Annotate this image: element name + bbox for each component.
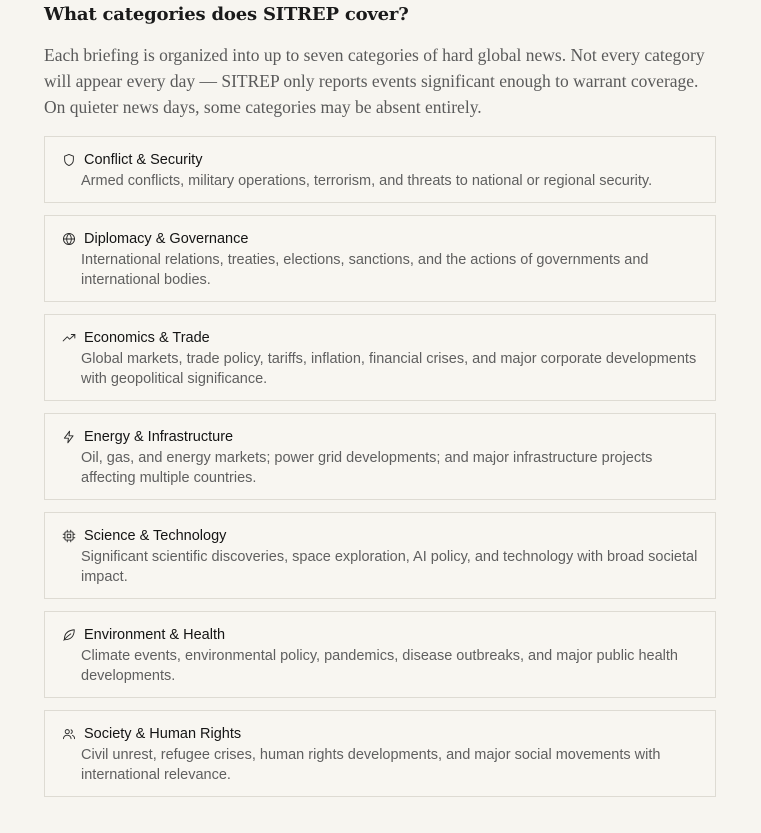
users-icon [62,727,76,741]
category-title: Energy & Infrastructure [84,429,234,445]
lightning-icon [62,430,76,444]
category-card-conflict-security [44,136,716,203]
leaf-icon [62,628,76,642]
category-title: Economics & Trade [84,330,210,346]
category-title: Conflict & Security [84,152,203,168]
trending-up-icon [62,331,76,345]
category-card-header [61,624,699,646]
category-card-society-human-rights [44,710,716,797]
category-title: Diplomacy & Governance [84,231,249,247]
category-card-energy-infrastructure [44,413,716,500]
section-title: What categories does SITREP cover? [44,4,409,25]
category-card-diplomacy-governance [44,215,716,302]
category-card-header [61,327,699,349]
chip-icon [62,529,76,543]
category-card-header [61,149,699,171]
category-card-header [61,228,699,250]
category-card-science-technology [44,512,716,599]
category-description: Civil unrest, refugee crises, human rights developments, and major social movements with international relevance. [81,747,661,783]
category-title: Science & Technology [84,528,227,544]
category-list [44,136,716,797]
category-description: Global markets, trade policy, tariffs, inflation, financial crises, and major corporate developments with geopolitical significance. [81,351,697,387]
category-card-header [61,723,699,745]
category-description: International relations, treaties, elections, sanctions, and the actions of governments and international bodies. [81,252,649,288]
category-description: Significant scientific discoveries, space exploration, AI policy, and technology with broad societal impact. [81,549,698,585]
category-card-header [61,426,699,448]
category-description: Armed conflicts, military operations, terrorism, and threats to national or regional security. [81,173,653,189]
globe-icon [62,232,76,246]
section-intro: Each briefing is organized into up to seven categories of hard global news. Not every category will appear every day — SITREP only reports events significant enough to warrant coverage. On quieter news days, some categories may be absent entirely. [44,45,705,117]
category-description: Climate events, environmental policy, pandemics, disease outbreaks, and major public health developments. [81,648,678,684]
category-description: Oil, gas, and energy markets; power grid developments; and major infrastructure projects affecting multiple countries. [81,450,653,486]
category-card-header [61,525,699,547]
categories-section [44,0,716,809]
category-card-economics-trade [44,314,716,401]
category-title: Environment & Health [84,627,226,643]
shield-icon [62,153,76,167]
category-title: Society & Human Rights [84,726,242,742]
category-card-environment-health [44,611,716,698]
